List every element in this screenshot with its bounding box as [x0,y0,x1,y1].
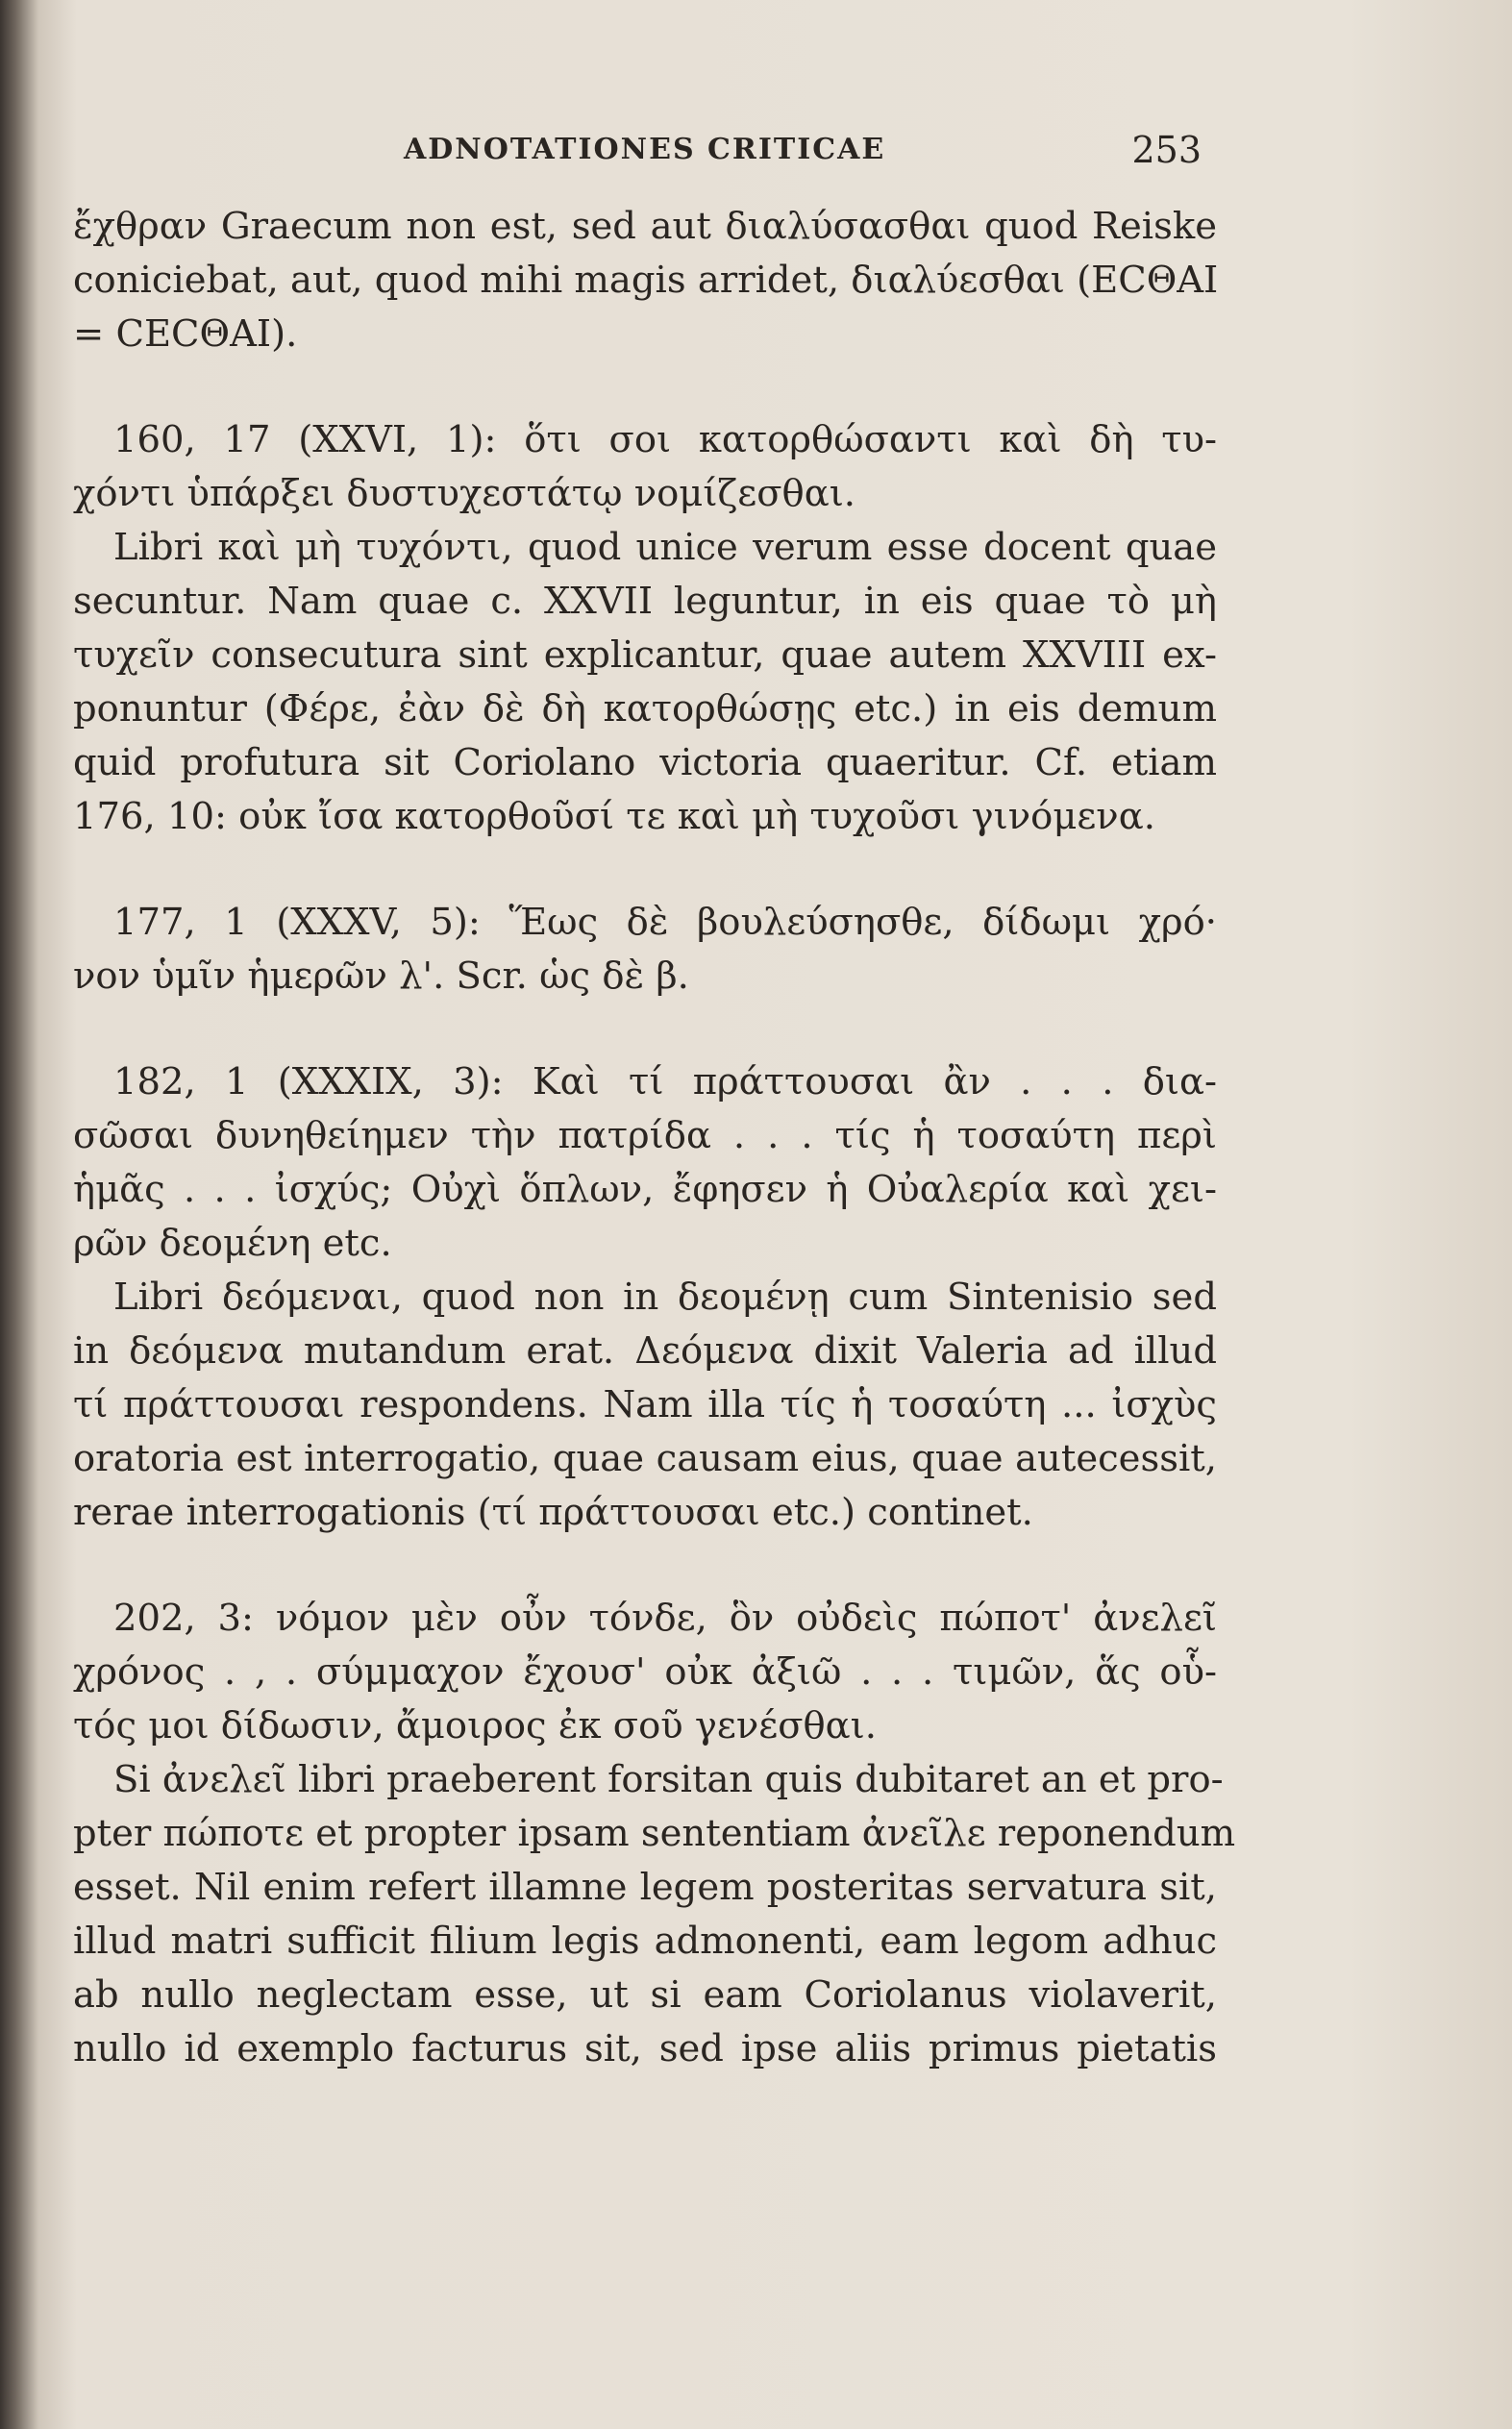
paragraph [73,1753,1236,2076]
text-line: ἡμᾶς . . . ἰσχύς; Οὐχὶ ὅπλων, ἔφησεν ἡ Οὐαλερία καὶ χει- [73,1168,1217,1211]
paragraph [73,1055,1217,1271]
text-line: in δεόμενα mutandum erat. Δεόμενα dixit Valeria ad illud [73,1329,1217,1373]
text-line: τί πράττουσαι respondens. Nam illa τίς ἡ τοσαύτη ... ἰσχὺς [73,1383,1217,1426]
text-line: Libri καὶ μὴ τυχόντι, quod unice verum esse docent quae [113,526,1217,569]
paragraph [73,521,1217,844]
body-text [73,200,1236,2076]
text-line: illud matri sufficit filium legis admonenti, eam legom adhuc [73,1920,1217,1963]
text-line: ἔχθραν Graecum non est, sed aut διαλύσασθαι quod Reiske [73,205,1217,248]
text-line: quid profutura sit Coriolano victoria quaeritur. Cf. etiam [73,741,1217,784]
paragraph [73,1271,1217,1540]
page-header [404,129,1202,175]
text-line: 160, 17 (XXVI, 1): ὅτι σοι κατορθώσαντι καὶ δὴ τυ- [113,418,1217,461]
paragraph [73,896,1217,1004]
text-line: oratoria est interrogatio, quae causam eius, quae autecessit, [73,1437,1217,1480]
text-line: ab nullo neglectam esse, ut si eam Coriolanus violaverit, [73,1973,1217,2017]
page-number: 253 [1131,129,1202,171]
text-line: rerae interrogationis (τί πράττουσαι etc.) continet. [73,1491,1033,1534]
text-line: τυχεῖν consecutura sint explicantur, quae autem XXVIII ex- [73,633,1217,677]
paragraph [73,1592,1217,1753]
text-line: ponuntur (Φέρε, ἐὰν δὲ δὴ κατορθώσῃς etc.) in eis demum [73,687,1217,731]
text-line: nullo id exemplo facturus sit, sed ipse aliis primus pietatis [73,2027,1217,2070]
text-line: = CΕCΘΑΙ). [73,312,298,356]
text-line: σῶσαι δυνηθείημεν τὴν πατρίδα . . . τίς ἡ τοσαύτη περὶ [73,1114,1217,1157]
text-line: 177, 1 (XXXV, 5): Ἕως δὲ βουλεύσησθε, δίδωμι χρό· [113,901,1217,944]
text-line: pter πώποτε et propter ipsam sententiam ἀνεῖλε reponendum [73,1812,1236,1855]
text-line: esset. Nil enim refert illamne legem posteritas servatura sit, [73,1866,1217,1909]
text-line: νον ὑμῖν ἡμερῶν λ'. Scr. ὡς δὲ β. [73,954,689,998]
text-line: χόντι ὑπάρξει δυστυχεστάτῳ νομίζεσθαι. [73,472,856,515]
paragraph [73,413,1217,521]
text-line: coniciebat, aut, quod mihi magis arridet, διαλύεσθαι (ΕCΘΑΙ [73,259,1219,302]
text-line: 182, 1 (XXXIX, 3): Καὶ τί πράττουσαι ἂν . . . δια- [113,1060,1217,1103]
text-line: secuntur. Nam quae c. XXVII leguntur, in eis quae τὸ μὴ [73,580,1217,623]
text-line: τός μοι δίδωσιν, ἄμοιρος ἐκ σοῦ γενέσθαι. [73,1704,877,1747]
text-line: 202, 3: νόμον μὲν οὖν τόνδε, ὃν οὐδεὶς πώποτ' ἀνελεῖ [113,1597,1217,1640]
text-line: χρόνος . , . σύμμαχον ἔχουσ' οὐκ ἀξιῶ . . . τιμῶν, ἅς οὗ- [73,1650,1217,1694]
text-line: ρῶν δεομένη etc. [73,1222,392,1265]
text-line: 176, 10: οὐκ ἴσα κατορθοῦσί τε καὶ μὴ τυχοῦσι γινόμενα. [73,795,1155,838]
running-head: ADNOTATIONES CRITICAE [404,133,886,166]
text-line: Si ἀνελεῖ libri praeberent forsitan quis dubitaret an et pro- [113,1758,1224,1801]
text-line: Libri δεόμεναι, quod non in δεομένῃ cum Sintenisio sed [113,1276,1217,1319]
paragraph [73,200,1217,361]
